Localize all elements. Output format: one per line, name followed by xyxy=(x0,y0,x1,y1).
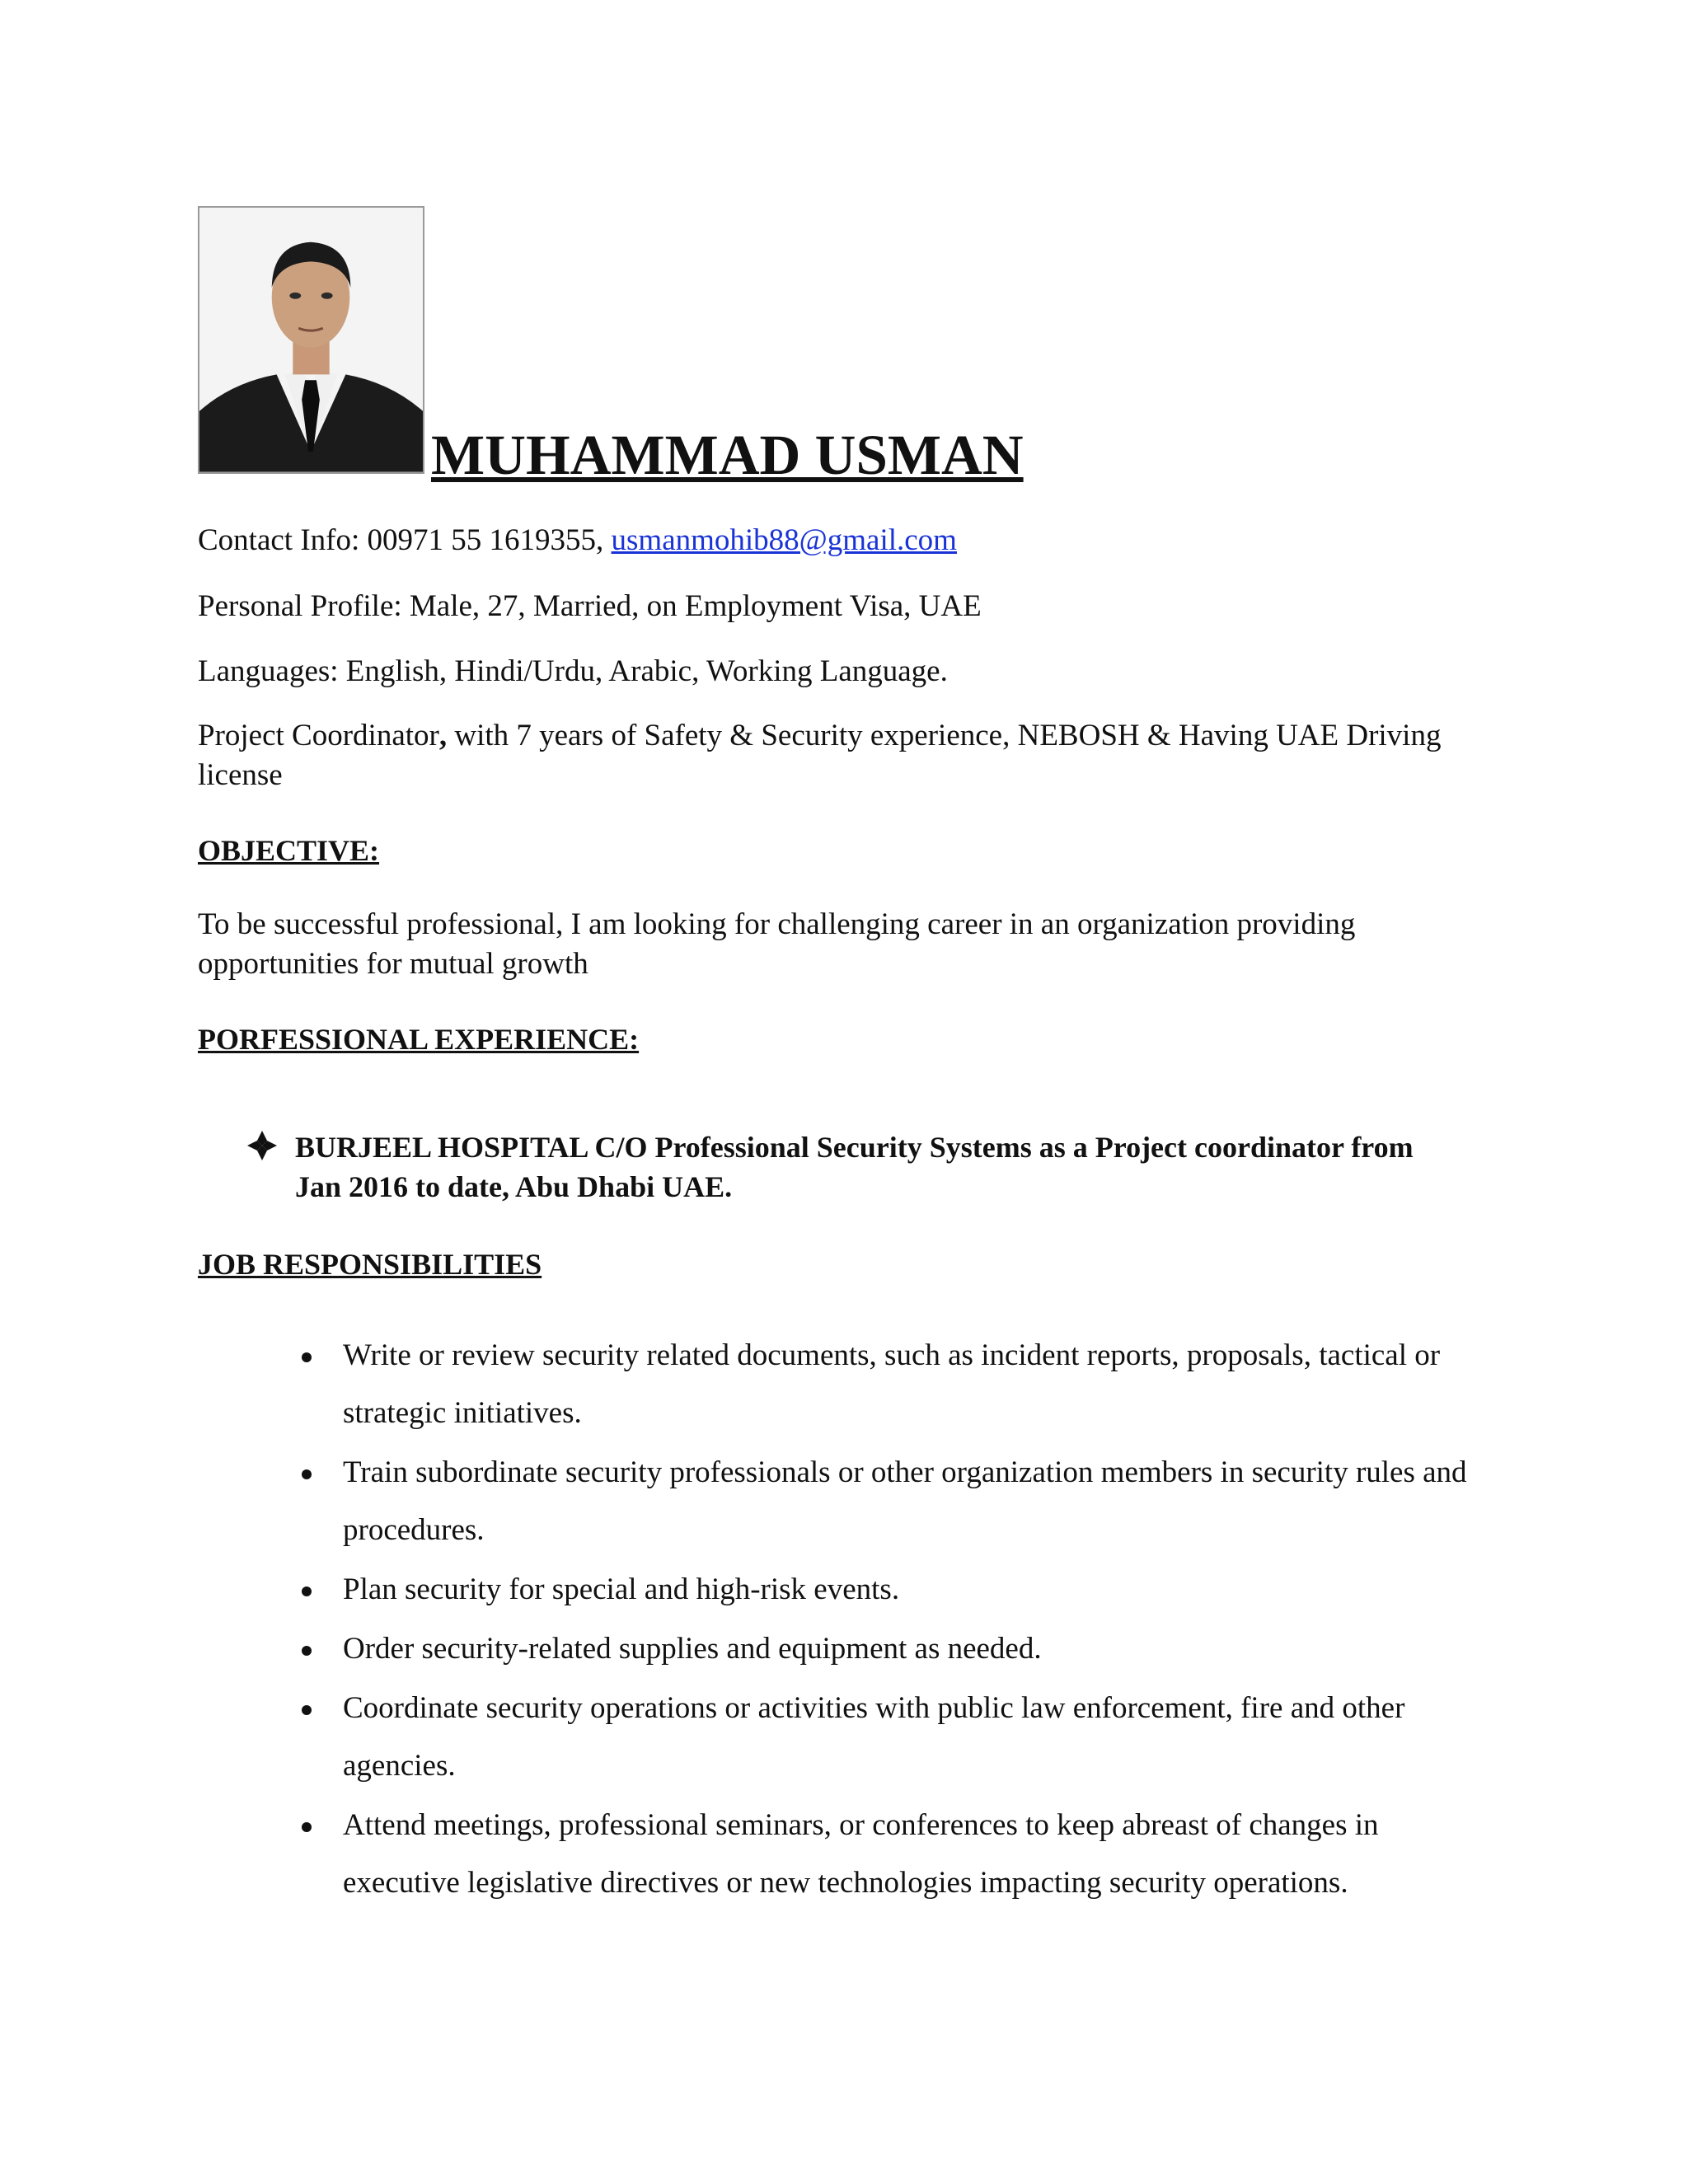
objective-heading: OBJECTIVE: xyxy=(198,834,380,867)
round-bullet-icon xyxy=(302,1646,312,1656)
contact-info xyxy=(198,521,957,560)
languages: Languages: English, Hindi/Urdu, Arabic, Working Language. xyxy=(198,654,948,688)
experience-heading: PORFESSIONAL EXPERIENCE: xyxy=(198,1023,640,1056)
experience-entry-text: BURJEEL HOSPITAL C/O Professional Security Systems as a Project coordinator from Jan 2016 to date, Abu Dhabi UAE. xyxy=(295,1131,1414,1203)
personal-profile: Personal Profile: Male, 27, Married, on Employment Visa, UAE xyxy=(198,589,982,623)
list-item: Coordinate security operations or activities with public law enforcement, fire and other agencies. xyxy=(198,1680,1484,1795)
summary-title: Project Coordinator xyxy=(198,719,439,752)
round-bullet-icon xyxy=(302,1705,312,1715)
round-bullet-icon xyxy=(302,1586,312,1596)
person-photo-icon xyxy=(199,208,423,472)
list-item: Plan security for special and high-risk events. xyxy=(198,1561,1484,1619)
list-item: Order security-related supplies and equipment as needed. xyxy=(198,1620,1484,1678)
candidate-name: MUHAMMAD USMAN xyxy=(431,424,1024,486)
summary-rest: with 7 years of Safety & Security experience, NEBOSH & Having UAE Driving license xyxy=(198,719,1442,792)
round-bullet-icon xyxy=(302,1822,312,1832)
list-item: Train subordinate security professionals or other organization members in security rules and procedures. xyxy=(198,1444,1484,1559)
responsibilities-heading: JOB RESPONSIBILITIES xyxy=(198,1248,542,1281)
summary: Project Coordinator, with 7 years of Safety & Security experience, NEBOSH & Having UAE Driving license xyxy=(198,719,1442,792)
objective-text: To be successful professional, I am looking for challenging career in an organization providing opportunities for mutual growth xyxy=(198,907,1356,981)
round-bullet-icon xyxy=(302,1352,312,1362)
diamond-bullet-icon xyxy=(246,1129,279,1162)
list-item: Attend meetings, professional seminars, or conferences to keep abreast of changes in executive legislative directives or new technologies impacting security operations. xyxy=(198,1797,1484,1912)
experience-entry xyxy=(246,1127,1465,1207)
profile-photo xyxy=(198,206,424,474)
list-item: Write or review security related documents, such as incident reports, proposals, tactical or strategic initiatives. xyxy=(198,1327,1484,1442)
contact-prefix: Contact Info: 00971 55 1619355, xyxy=(198,523,612,557)
round-bullet-icon xyxy=(302,1469,312,1479)
email-link[interactable]: usmanmohib88@gmail.com xyxy=(611,523,957,557)
responsibilities-list xyxy=(198,1327,1484,1914)
